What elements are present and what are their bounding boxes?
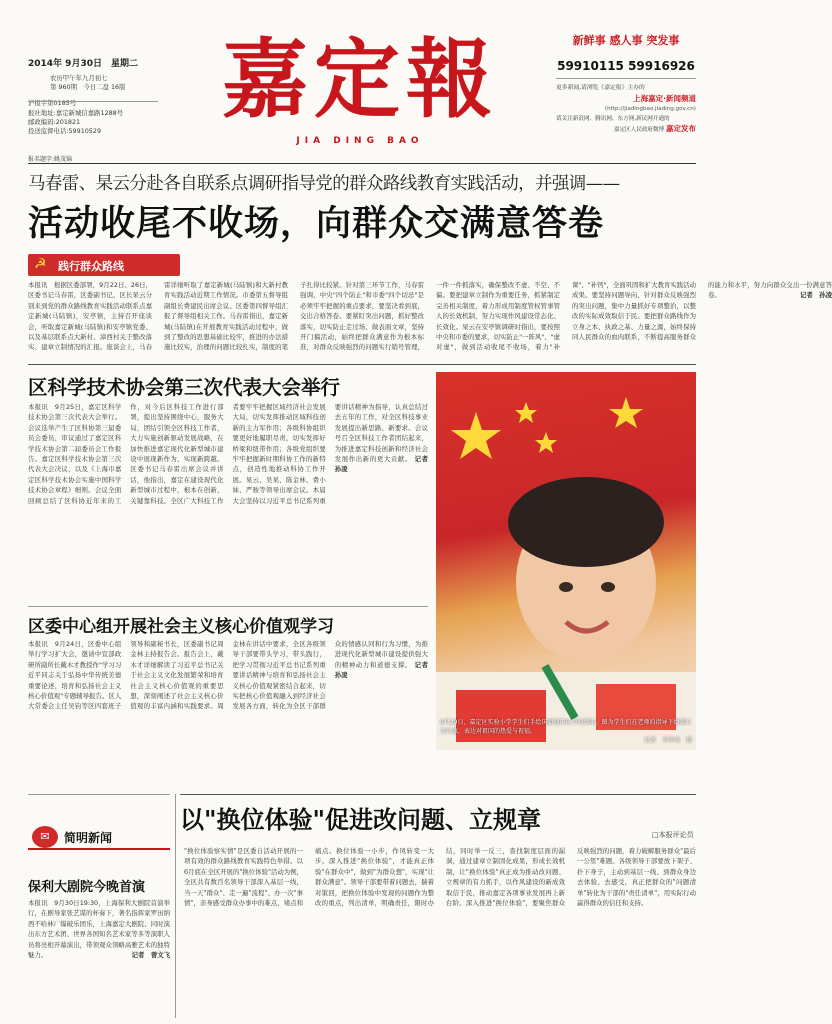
lead-author: 记者 孙凌 [800, 291, 832, 300]
channel-url: (http://jiadingbao.jiading.gov.cn) [604, 106, 696, 112]
reg-number: 沪报字第0185号 [28, 99, 77, 108]
web-note: 更多新闻,请浏览《嘉定报》主办的 [556, 85, 645, 91]
badge-label: 践行群众路线 [58, 260, 124, 273]
weibo-name: 嘉定发布 [666, 124, 696, 133]
lead-headline: 活动收尾不收场，向群众交满意答卷 [28, 204, 605, 244]
science-author: 记者 孙凌 [334, 455, 435, 474]
slogan: 新鲜事 感人事 突发事 [572, 34, 680, 47]
lead-subtitle: 马春雷、杲云分赴各自联系点调研指导党的群众路线教育实践活动，并强调—— [28, 174, 620, 194]
brief-headline: 保利大剧院今晚首演 [28, 880, 146, 895]
section-badge [28, 254, 180, 276]
weibo-note: 请关注新浪网、腾讯网、东方网,新民网开通的 [556, 116, 670, 122]
masthead-pinyin: JIA DING BAO [296, 136, 424, 146]
editor-signature: 报名题字:姚茂锦 [28, 156, 73, 163]
values-author: 记者 孙凌 [334, 660, 435, 680]
masthead-right [556, 32, 696, 135]
photo-caption: 9月29日，嘉定区实验小学学生们手绘国旗迎国庆节的到来。图为学生们在老师的指导下绘制五星红旗，表达对祖国的热爱与祝福。 [440, 719, 692, 735]
office-address: 报社地址:嘉定新城信嘉路1288号 [28, 108, 124, 117]
commentary-headline: 以"换位体验"促进改问题、立规章 [180, 805, 542, 834]
lead-body: 本报讯 根据区委部署，9月22日、26日，区委书记马春雷，区委副书记、区长杲云分别来到党的群众路线教育实践活动联系点嘉定新城(马陆镇)，安亭镇，主持召开座谈会，听取嘉定新城(马陆镇)和安亭镇党委、以及基层联系点大新村、漳西村关于整改落实、建章立制情况的汇报。座谈会上，马春雷详细听取了嘉定新城(马陆镇)和大新村教育实践活动近期工作情况。市委第五督导组副组长费建民出席会议。区委第四督导组汇报了督导组相关工作。马春雷指出，嘉定新城(马陆镇)在开展教育实践活动过程中，做到了整改的思想基础比较牢，推进的办法措施比较实，治理的问题比较扎实，制度的笔子扎得比较紧。针对第三环节工作，马春雷强调，中央"四个防止"和市委"四个切忌"是必须牢牢把握的重点要求，要坚决看到底，交出合格答卷。要紧盯突出问题，抓好整改落实，切实防止走过场、做表面文章，坚持开门搞活动，始终把群众满意作为根本标准，对群众反映强烈的问题实行销号管理，一件一件抓落实，确保整改不虚、不空、不偏。要把建章立制作为重要任务，抓紧制定完善相关制度，着力形成用制度管权管事管人的长效机制，努力实现作风建设常态化、长效化。杲云在安亭镇调研时指出，要按照中央和市委的要求，切实防止"一阵风"、"虚对虚"，做到活动收尾不收场，着力"补课"、"补钙"，全面巩固和扩大教育实践活动成果。要坚持问题导向，针对群众反映强烈的突出问题，集中力量抓好专项整治，以整改的实际成效取信于民。要把群众路线作为立身之本、执政之基、力量之源，始终保持同人民群众的血肉联系，不断提高服务群众的能力和水平，努力向群众交出一份满意答卷。 记者 孙凌 [28, 281, 832, 352]
commentary-byline: □本报评论员 [652, 831, 694, 839]
news-photo [436, 372, 696, 750]
party-emblem-icon: ☭ [34, 256, 47, 272]
postal-code: 邮政编码:201821 [28, 117, 81, 126]
hotline-numbers: 59910115 59916926 [557, 59, 695, 73]
news-channel: 上海嘉定·新闻频道 [633, 94, 696, 103]
brief-author: 记者 曾文飞 [131, 951, 170, 960]
masthead-title: 嘉定報 [222, 29, 498, 130]
masthead-left [28, 58, 178, 136]
photo-credit: 记者 李华成 摄 [643, 737, 692, 744]
photo-illustration [436, 372, 696, 750]
science-body: 本报讯 9月25日，嘉定区科学技术协会第三次代表大会举行。会议选举产生了区科协第三届委员会委员，审议通过了嘉定区科学技术协会第二届委员会工作报告。嘉定区科学技术协会第三次代表大会决议，以及《上海市嘉定区科学技术协会实施中国科学技术协会章程》细则。会议全面回顾总结了区科协近年来的工作，对今后区科技工作进行部署，提出坚持围绕中心，服务大局，团结引领全区科技工作者，大力实施创新驱动发展战略，在加快推进嘉定现代化新型城市建设中展现新作为、实现新跨越。区委书记马春雷出席会议并讲话，他指出，嘉定在建设现代化新型城市过程中，根本在创新，关键靠科技。全区广大科技工作者要牢牢把握区域经济社会发展大局，切实发挥推动区域科技创新的主力军作用；各级科协组织要更好地履职尽责，切实发挥好桥梁和纽带作用；各级党组织要牢牢把握新时期科协工作的新特点，创造性地推动科协工作开展。杲云、吴杲、陈金林、费小妹、严骏等领导出席会议。本届大会坚持以习近平总书记系列重要讲话精神为指导，认真总结过去五年的工作，对全区科技事业发展提出新思路、新要求。会议号召全区科技工作者团结起来，为推进嘉定科技创新和经济社会发展作出新的更大贡献。 记者 孙凌 [28, 403, 435, 505]
brief-section-label: ✉ 简明新闻 [28, 826, 170, 850]
weibo-prefix: 嘉定区人民政府微博 [613, 127, 665, 133]
lunar-date: 农历甲午年九月初七 [50, 74, 108, 82]
commentary-body: "换位体验察实情"是区委自活动开展的一项有效的群众路线教育实践特色举措。以6月底在全区开展的"换位体验"活动为例，全区共有数百名领导干部深入基层一线，当一天"群众"、走一遍"流程"、办一次"事情"，亲身感受群众办事中的难点、堵点和痛点。换位体验一小步，作风转变一大步。深入推进"换位体验"，才能真正体验"在群众中"，做到"为群众想"，实现"让群众满意"。领导干部要带着问题去，揣着对策回，把换位体验中发现的问题作为整改的重点，列出清单，明确责任，限时办结，同时举一反三，查找制度层面的漏洞，通过建章立制固化成果，形成长效机制，让"换位体验"真正成为推动改问题、立规章的有力抓手，以作风建设的新成效取信于民，推动嘉定各项事业发展再上新台阶。深入推进"换位体验"，要聚焦群众反映强烈的问题，着力破解服务群众"最后一公里"难题。各级领导干部要放下架子、扑下身子，主动到基层一线、到群众身边去体验、去感受，真正把群众的"问题清单"转化为干部的"责任清单"，用实际行动赢得群众的信任和支持。 [184, 847, 696, 908]
hotline: 投送监督电话:59910529 [28, 127, 102, 136]
science-headline: 区科学技术协会第三次代表大会举行 [28, 376, 341, 399]
values-body: 本报讯 9月24日，区委中心组举行学习扩大会，邀请中宣部政研所副所长戴木才教授作"学习习近平同志关于弘扬中华传统美德重要论述，培育和弘扬社会主义核心价值观"专题辅导报告。区人大常委会主任吴钧等区四套班子领导和副秘书长，区委副书记周金林主持报告会。报告会上，戴木才详细解读了习近平总书记关于社会主义文化发展繁荣和培育社会主义核心价值观的重要思想，深刻阐述了社会主义核心价值观的丰富内涵和实践要求。周金林在讲话中要求，全区各级领导干部要带头学习，带头践行，把学习贯彻习近平总书记系列重要讲话精神与培育和弘扬社会主义核心价值观紧密结合起来，切实把核心价值观融入到经济社会发展各方面，转化为全区干部群众的情感认同和行为习惯，为推进现代化新型城市建设提供强大的精神动力和道德支撑。 记者 孙凌 [28, 640, 435, 711]
values-headline: 区委中心组开展社会主义核心价值观学习 [28, 617, 334, 637]
brief-icon: ✉ [32, 826, 58, 848]
issue-number: 第 960期 今日二盘 16版 [50, 83, 126, 92]
date-line: 2014年 9月30日 星期二 [28, 59, 138, 69]
brief-body: 本报讯 9月30日19:30，上海保利大剧院首演举行，在剧导家张艺谋的杯奏下，著名指挥家罗田纳西不哈林厂爆破乐团乐，上海嘉定大剧院、同时演出东方艺术团、世界各国知名艺术家等多等演职人员将亮相开幕演出，带领观众领略高雅艺术的独特魅力。 记者 曾文飞 [28, 899, 170, 960]
